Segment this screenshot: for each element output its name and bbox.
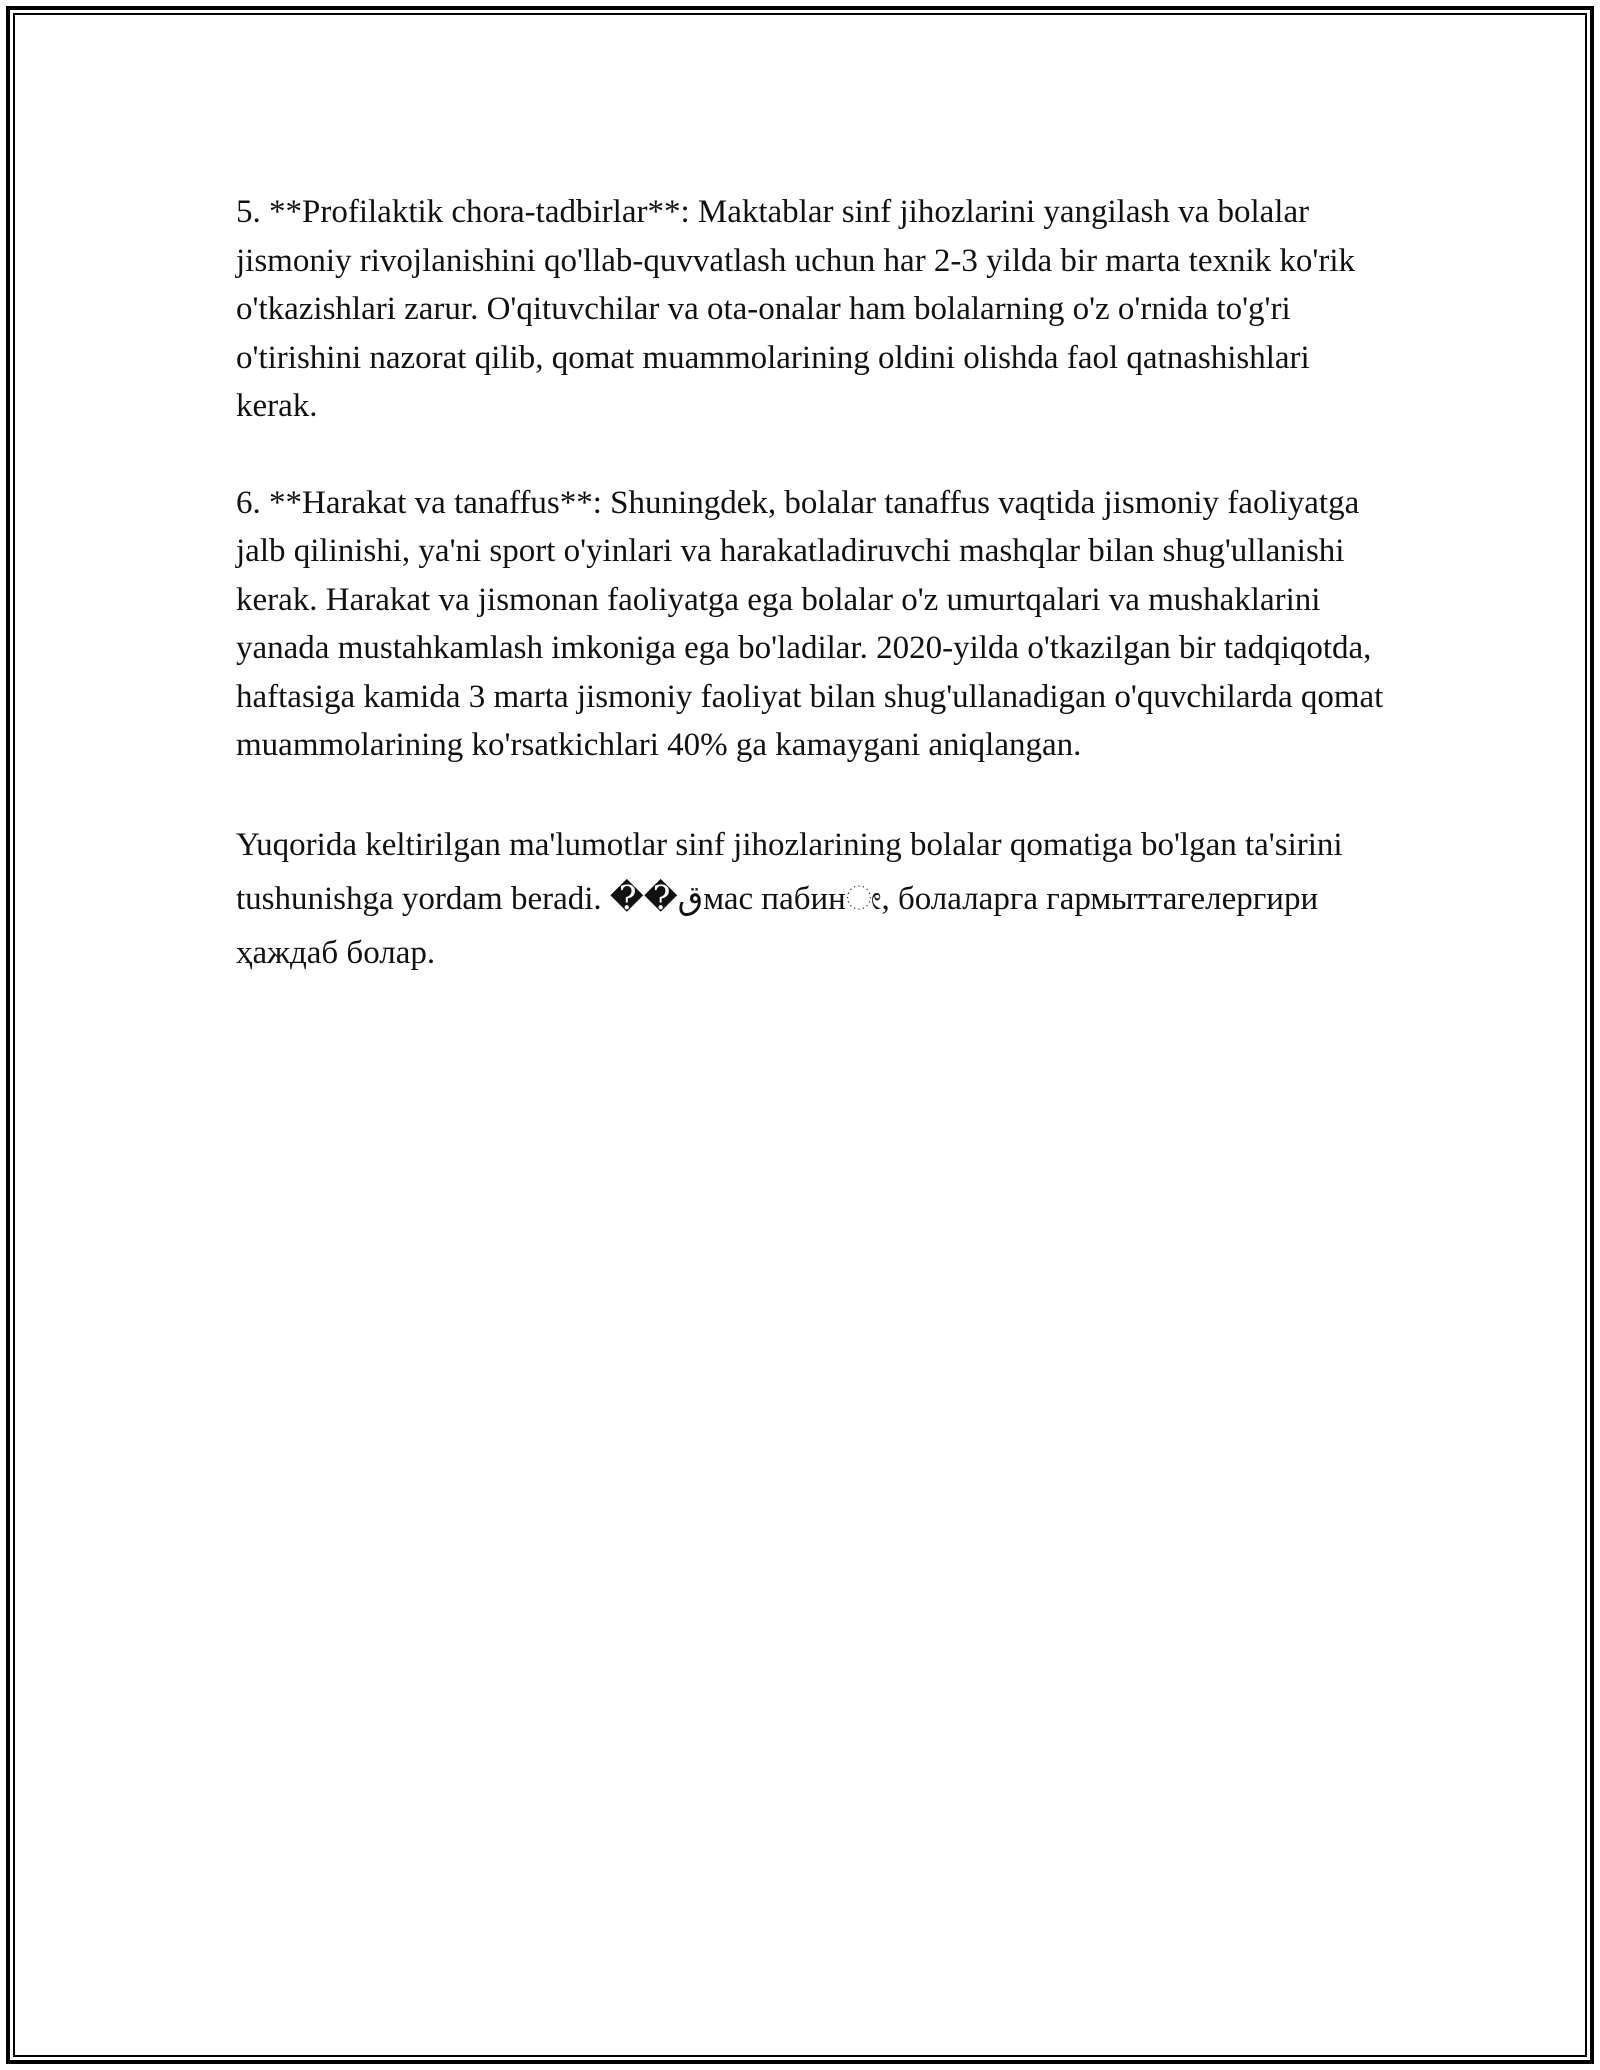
- paragraph-conclusion: Yuqorida keltirilgan ma'lumotlar sinf jihozlarining bolalar qomatiga bo'lgan ta'sirini tushunishga yordam beradi. ��قмас пабинೕ, болаларга гармыттагелергири ҳаждаб болар.: [236, 826, 1343, 971]
- paragraph-profilaktik: 5. **Profilaktik chora-tadbirlar**: Maktablar sinf jihozlarini yangilash va bolalar jismoniy rivojlanishini qo'llab-quvvatlash uchun har 2-3 yilda bir marta texnik ko'rik o'tkazishlari zarur. O'qituvchilar va ota-onalar ham bolalarning o'z o'rnida to'g'ri o'tirishini nazorat qilib, qomat muammolarining oldini olishda faol qatnashishlari kerak.: [236, 194, 1356, 424]
- paragraph-harakat: 6. **Harakat va tanaffus**: Shuningdek, bolalar tanaffus vaqtida jismoniy faoliyatga jalb qilinishi, ya'ni sport o'yinlari va harakatladiruvchi mashqlar bilan shug'ullanishi kerak. Harakat va jismonan faoliyatga ega bolalar o'z umurtqalari va mushaklarini yanada mustahkamlash imkoniga ega bo'ladilar. 2020-yilda o'tkazilgan bir tadqiqotda, haftasiga kamida 3 marta jismoniy faoliyat bilan shug'ullanadigan o'quvchilarda qomat muammolarining ko'rsatkichlari 40% ga kamaygani aniqlangan.: [236, 484, 1384, 763]
- document-body: [236, 188, 1396, 980]
